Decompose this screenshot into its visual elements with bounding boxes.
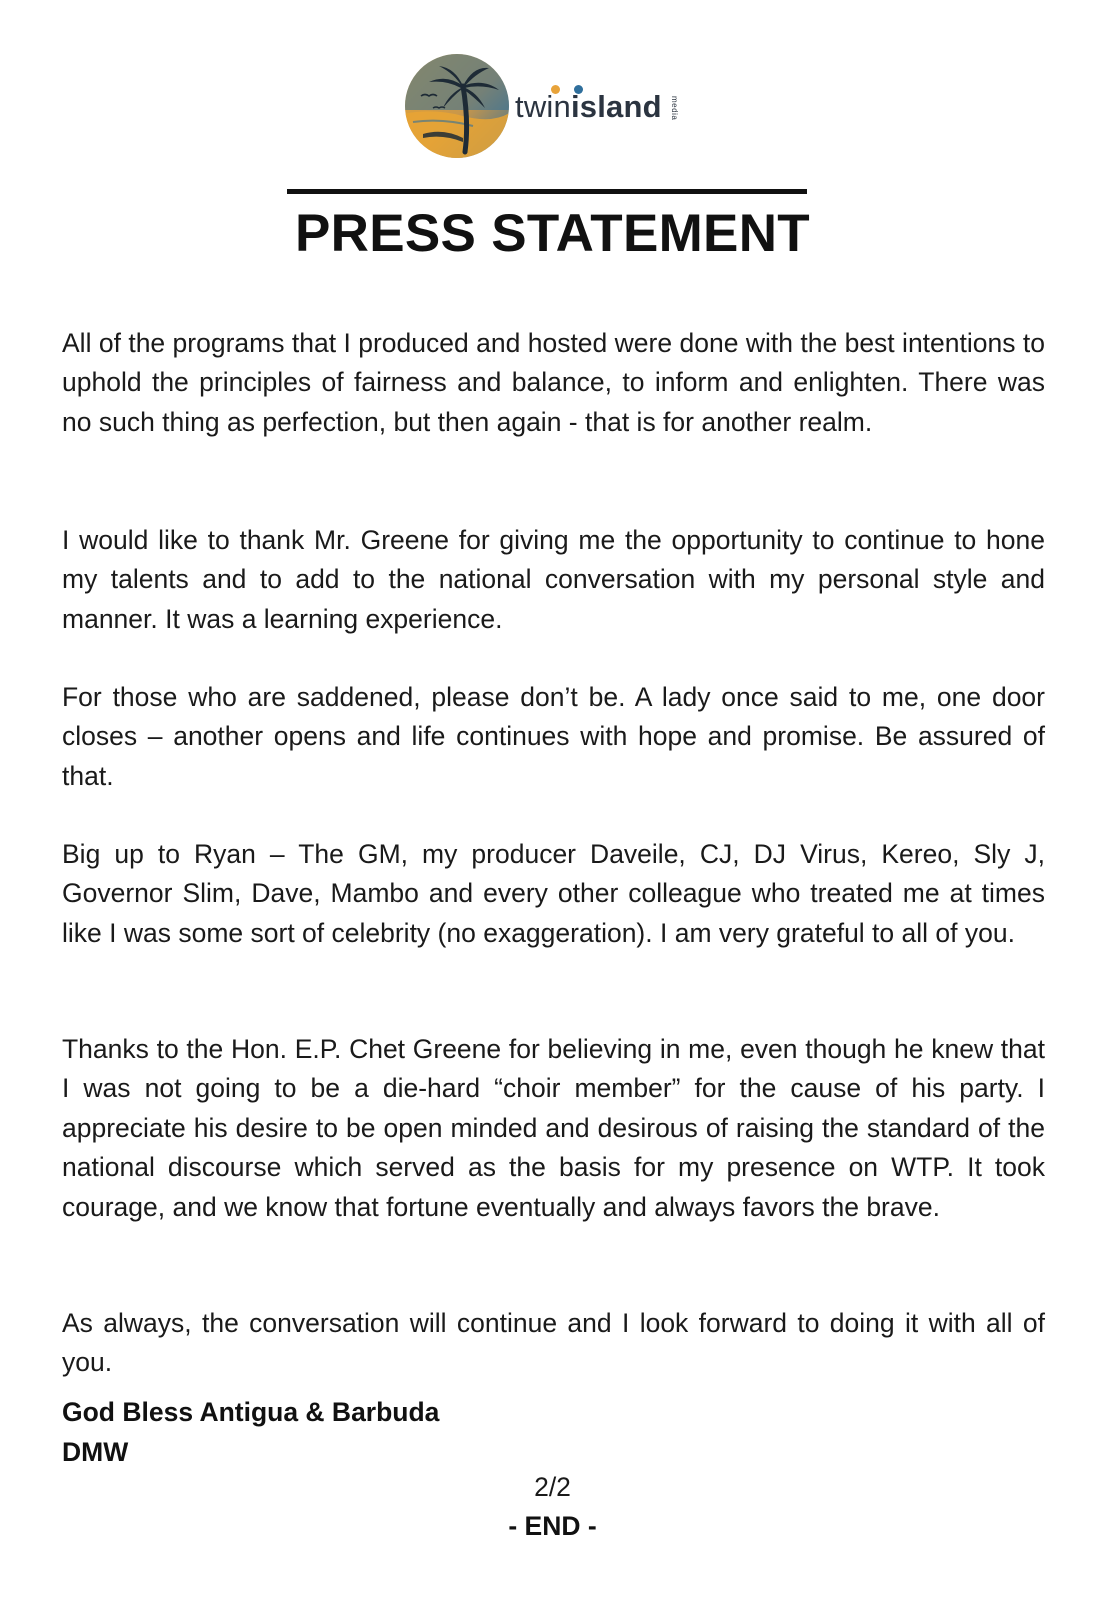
logo-word-twin: twin bbox=[515, 89, 571, 124]
paragraph-6: As always, the conversation will continue and I look forward to doing it with all of you. bbox=[62, 1307, 1045, 1377]
page-number: 2/2 bbox=[534, 1472, 571, 1502]
paragraph-1: All of the programs that I produced and hosted were done with the best intentions to uphold the principles of fairness and balance, to inform and enlighten. There was no such thing as perfection, but then again - that is for another realm. bbox=[62, 327, 1045, 437]
paragraph-3: For those who are saddened, please don’t be. A lady once said to me, one door closes – another opens and life continues with hope and promise. Be assured of that. bbox=[62, 681, 1045, 791]
paragraph-2: I would like to thank Mr. Greene for giving me the opportunity to continue to hone my talents and to add to the national conversation with my personal style and manner. It was a learning experience. bbox=[62, 524, 1045, 634]
signoff bbox=[62, 1393, 439, 1472]
logo-word-island: island bbox=[570, 89, 662, 124]
page-title: PRESS STATEMENT bbox=[295, 204, 810, 263]
paragraph-4: Big up to Ryan – The GM, my producer Daveile, CJ, DJ Virus, Kereo, Sly J, Governor Slim, Dave, Mambo and every other colleague who treated me at times like I was some sort of celebrity (no exaggeration). I am very grateful to all of you. bbox=[62, 838, 1045, 948]
logo-word-media: media bbox=[670, 96, 679, 121]
logo-wordmark bbox=[515, 89, 662, 125]
signoff-initials: DMW bbox=[62, 1436, 129, 1467]
palm-tree-logo-icon bbox=[403, 52, 511, 160]
signoff-blessing: God Bless Antigua & Barbuda bbox=[62, 1397, 440, 1427]
title-rule bbox=[287, 189, 807, 194]
end-marker: - END - bbox=[508, 1511, 597, 1541]
twin-island-media-logo bbox=[403, 52, 703, 162]
paragraph-5: Thanks to the Hon. E.P. Chet Greene for believing in me, even though he knew that I was not going to be a die-hard “choir member” for the cause of his party. I appreciate his desire to be open minded and desirous of raising the standard of the national discourse which served as the basis for my presence on WTP. It took courage, and we know that fortune eventually and always favors the brave. bbox=[62, 1033, 1045, 1222]
